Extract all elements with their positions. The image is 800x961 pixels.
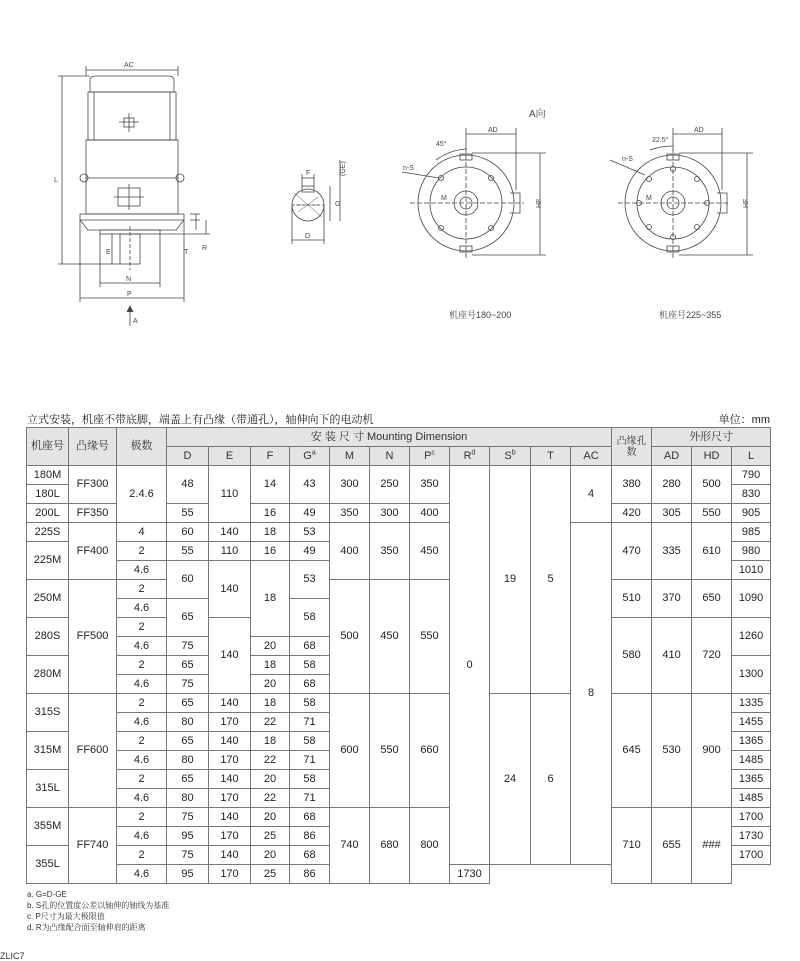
- cell-frame: 180L: [27, 485, 69, 504]
- cell-frame: 315M: [27, 732, 69, 770]
- cell-d: 80: [167, 789, 209, 808]
- side-view-motor: [58, 66, 210, 326]
- cell-t: 5: [531, 466, 571, 694]
- cell-f: 22: [251, 751, 290, 770]
- cell-l: 790: [732, 466, 771, 485]
- cell-n: 680: [370, 808, 410, 884]
- dim-label-r: R: [202, 245, 208, 252]
- cell-g: 71: [290, 713, 330, 732]
- cell-frame: 225M: [27, 542, 69, 580]
- header-g: $G^a$: [290, 447, 330, 466]
- cell-poles: 2.4.6: [117, 466, 167, 523]
- cell-e: 170: [209, 713, 251, 732]
- cell-f: 25: [251, 865, 290, 884]
- page-number: ZLIC7: [0, 951, 25, 961]
- footnote-c: c. P尺寸为最大极限值: [27, 912, 105, 921]
- cell-frame: 250M: [27, 580, 69, 618]
- cell-l: 1010: [732, 561, 771, 580]
- cell-frame: 200L: [27, 504, 69, 523]
- dim-label-n: N: [126, 276, 132, 283]
- cell-poles: 4.6: [117, 751, 167, 770]
- cell-flange: FF600: [69, 694, 117, 808]
- header-flange-holes: 凸缘孔数: [612, 428, 652, 466]
- cell-poles: 2: [117, 846, 167, 865]
- cell-g: 68: [290, 675, 330, 694]
- cell-f: 22: [251, 789, 290, 808]
- cell-l: 1730: [732, 827, 771, 846]
- end-view-large-frame: [610, 128, 753, 258]
- table-row: [27, 694, 771, 713]
- cell-r: 0: [450, 466, 490, 865]
- cell-l: 1485: [732, 751, 771, 770]
- table-heading: 立式安装，机座不带底脚，端盖上有凸缘（带通孔），轴伸向下的电动机: [27, 414, 374, 426]
- dim-label-hf-small: HF: [536, 198, 543, 208]
- cell-g: 49: [290, 542, 330, 561]
- cell-n: 350: [370, 523, 410, 580]
- cell-p: 660: [410, 694, 450, 808]
- cell-f: 22: [251, 713, 290, 732]
- header-n: N: [370, 447, 410, 466]
- cell-poles: 2: [117, 580, 167, 599]
- cell-e: 170: [209, 751, 251, 770]
- cell-g: 86: [290, 865, 330, 884]
- table-row: [27, 523, 771, 542]
- cell-l: 1300: [732, 656, 771, 694]
- cell-e: 140: [209, 561, 251, 618]
- dim-label-p: P: [127, 291, 132, 298]
- caption-large-frame: 机座号225~355: [659, 310, 722, 320]
- cell-d: 60: [167, 523, 209, 542]
- cell-n: 250: [370, 466, 410, 504]
- angle-label-45: 45°: [436, 141, 447, 148]
- header-outline-dimension: 外形尺寸: [652, 428, 771, 447]
- cell-poles: 4.6: [117, 827, 167, 846]
- cell-n: 450: [370, 580, 410, 694]
- cell-g: 58: [290, 694, 330, 713]
- cell-frame: 280S: [27, 618, 69, 656]
- dim-label-f: F: [306, 170, 311, 177]
- footnote-b: b. S孔的位置度公差以轴伸的轴线为基准: [27, 901, 170, 910]
- cell-ac: 420: [612, 504, 652, 523]
- cell-m: 600: [330, 694, 370, 808]
- dim-label-hf-large: HF: [743, 198, 750, 208]
- cell-ad: 655: [652, 808, 692, 884]
- cell-g: 58: [290, 732, 330, 751]
- dim-label-ns-small: n-S: [403, 165, 414, 172]
- cell-e: 140: [209, 846, 251, 865]
- cell-f: 20: [251, 770, 290, 789]
- dim-label-g: G: [335, 201, 341, 208]
- cell-e: 170: [209, 827, 251, 846]
- cell-e: 110: [209, 542, 251, 561]
- cell-poles: 4.6: [117, 561, 167, 580]
- cell-ac: 470: [612, 523, 652, 580]
- header-flange: 凸缘号: [69, 428, 117, 466]
- cell-ac: 380: [612, 466, 652, 504]
- cell-d: 75: [167, 808, 209, 827]
- cell-l: 1700: [732, 808, 771, 827]
- cell-p: 550: [410, 580, 450, 694]
- cell-hd: 650: [692, 580, 732, 618]
- cell-g: 58: [290, 656, 330, 675]
- cell-ad: 335: [652, 523, 692, 580]
- cell-s: 24: [490, 694, 531, 865]
- cell-f: 18: [251, 732, 290, 751]
- cell-d: 65: [167, 770, 209, 789]
- cell-hd: 500: [692, 466, 732, 504]
- cell-f: 18: [251, 523, 290, 542]
- cell-g: 58: [290, 770, 330, 789]
- cell-s: 19: [490, 466, 531, 694]
- cell-frame: 355M: [27, 808, 69, 846]
- cell-poles: 4.6: [117, 865, 167, 884]
- cell-e: 170: [209, 865, 251, 884]
- cell-ac: 710: [612, 808, 652, 884]
- angle-label-225: 22.5°: [652, 137, 669, 144]
- cell-d: 95: [167, 827, 209, 846]
- dim-label-ge: (GE): [340, 161, 347, 176]
- cell-e: 110: [209, 466, 251, 523]
- dim-label-t: T: [184, 249, 189, 256]
- cell-e: 140: [209, 523, 251, 542]
- cell-ac: 645: [612, 694, 652, 808]
- cell-ad: 305: [652, 504, 692, 523]
- cell-g: 58: [290, 599, 330, 637]
- cell-poles: 4.6: [117, 789, 167, 808]
- dimension-table: [26, 427, 771, 884]
- dim-label-e: E: [106, 249, 111, 256]
- cell-p: 400: [410, 504, 450, 523]
- cell-d: 65: [167, 656, 209, 675]
- cell-ac: 580: [612, 618, 652, 694]
- cell-g: 71: [290, 751, 330, 770]
- cell-l: 1365: [732, 732, 771, 751]
- cell-g: 43: [290, 466, 330, 504]
- cell-poles: 2: [117, 808, 167, 827]
- view-a-label: A向: [529, 109, 546, 120]
- cell-e: 140: [209, 732, 251, 751]
- cell-e: 140: [209, 770, 251, 789]
- footnote-a: a. G=D-GE: [27, 890, 67, 899]
- header-p: $P^c$: [410, 447, 450, 466]
- cell-flange: FF300: [69, 466, 117, 504]
- end-view-small-frame: [402, 128, 546, 258]
- dim-label-ac: AC: [124, 62, 134, 69]
- cell-f: 16: [251, 542, 290, 561]
- table-header-row-1: [27, 428, 771, 447]
- header-s: $S^b$: [490, 447, 531, 466]
- cell-m: 350: [330, 504, 370, 523]
- cell-l: 1365: [732, 770, 771, 789]
- technical-drawing: [0, 0, 800, 400]
- cell-e: 170: [209, 789, 251, 808]
- cell-d: 80: [167, 751, 209, 770]
- cell-g: 53: [290, 561, 330, 599]
- dim-label-d: D: [305, 233, 311, 240]
- header-hd: HD: [692, 447, 732, 466]
- cell-frame: 180M: [27, 466, 69, 485]
- cell-hd: 900: [692, 694, 732, 808]
- cell-g: 68: [290, 637, 330, 656]
- cell-p: 350: [410, 466, 450, 504]
- cell-hd: 720: [692, 618, 732, 694]
- cell-poles: 2: [117, 770, 167, 789]
- table-row: [27, 580, 771, 599]
- cell-hd: ###: [692, 808, 732, 884]
- cell-f: 14: [251, 466, 290, 504]
- dim-label-ns-large: n-S: [622, 156, 633, 163]
- cell-l: 1090: [732, 580, 771, 618]
- cell-n: 300: [370, 504, 410, 523]
- cell-f: 25: [251, 827, 290, 846]
- cell-f: 18: [251, 694, 290, 713]
- cell-g: 68: [290, 808, 330, 827]
- cell-d: 65: [167, 599, 209, 637]
- cell-e: 140: [209, 808, 251, 827]
- cell-d: 55: [167, 504, 209, 523]
- unit-label: 单位：mm: [718, 414, 770, 426]
- cell-poles: 2: [117, 618, 167, 637]
- cell-f: 18: [251, 656, 290, 675]
- header-r: $R^d$: [450, 447, 490, 466]
- cell-ad: 280: [652, 466, 692, 504]
- cell-l: 1730: [450, 865, 490, 884]
- cell-l: 1260: [732, 618, 771, 656]
- cell-p: 450: [410, 523, 450, 580]
- cell-hd: 550: [692, 504, 732, 523]
- caption-small-frame: 机座号180~200: [449, 310, 512, 320]
- cell-holes: 4: [571, 466, 612, 523]
- cell-poles: 2: [117, 694, 167, 713]
- cell-hd: 610: [692, 523, 732, 580]
- cell-f: 20: [251, 637, 290, 656]
- cell-poles: 4.6: [117, 675, 167, 694]
- cell-g: 86: [290, 827, 330, 846]
- cell-poles: 2: [117, 656, 167, 675]
- view-arrow-label-a: A: [133, 318, 138, 325]
- header-frame: 机座号: [27, 428, 69, 466]
- cell-ad: 410: [652, 618, 692, 694]
- cell-l: 830: [732, 485, 771, 504]
- cell-d: 95: [167, 865, 209, 884]
- cell-d: 75: [167, 675, 209, 694]
- cell-poles: 2: [117, 542, 167, 561]
- cell-l: 1335: [732, 694, 771, 713]
- cell-f: 20: [251, 846, 290, 865]
- cell-e: 140: [209, 694, 251, 713]
- dim-label-ad-small: AD: [488, 127, 498, 134]
- cell-frame: 315L: [27, 770, 69, 808]
- footnote-d: d. R为凸缘配合面至轴伸肩的距离: [27, 923, 146, 932]
- header-f: F: [251, 447, 290, 466]
- cell-d: 65: [167, 694, 209, 713]
- cell-d: 80: [167, 713, 209, 732]
- header-mounting-dimension: 安 装 尺 寸 Mounting Dimension: [167, 428, 612, 447]
- dim-label-l: L: [54, 177, 58, 184]
- header-e: E: [209, 447, 251, 466]
- header-l: L: [732, 447, 771, 466]
- cell-flange: FF740: [69, 808, 117, 884]
- cell-l: 1485: [732, 789, 771, 808]
- cell-ad: 370: [652, 580, 692, 618]
- cell-poles: 4.6: [117, 713, 167, 732]
- cell-l: 1700: [732, 846, 771, 865]
- header-ad: AD: [652, 447, 692, 466]
- cell-f: 18: [251, 561, 290, 637]
- cell-d: 65: [167, 732, 209, 751]
- cell-f: 16: [251, 504, 290, 523]
- cell-ad: 530: [652, 694, 692, 808]
- header-d: D: [167, 447, 209, 466]
- cell-frame: 225S: [27, 523, 69, 542]
- cell-d: 75: [167, 637, 209, 656]
- cell-p: 800: [410, 808, 450, 884]
- dim-label-m-large: M: [646, 195, 652, 202]
- footnotes: [27, 889, 169, 933]
- cell-e: 140: [209, 618, 251, 694]
- header-m: M: [330, 447, 370, 466]
- cell-f: 20: [251, 808, 290, 827]
- cell-g: 49: [290, 504, 330, 523]
- header-ac: AC: [571, 447, 612, 466]
- cell-poles: 4.6: [117, 637, 167, 656]
- cell-l: 1455: [732, 713, 771, 732]
- table-row: [27, 466, 771, 485]
- cell-g: 71: [290, 789, 330, 808]
- cell-poles: 2: [117, 732, 167, 751]
- cell-l: 980: [732, 542, 771, 561]
- cell-poles: 4.6: [117, 599, 167, 618]
- cell-m: 500: [330, 580, 370, 694]
- cell-flange: FF350: [69, 504, 117, 523]
- cell-ac: 510: [612, 580, 652, 618]
- cell-frame: 355L: [27, 846, 69, 884]
- dim-label-ad-large: AD: [694, 127, 704, 134]
- cell-d: 75: [167, 846, 209, 865]
- shaft-section: [292, 160, 340, 244]
- cell-l: 905: [732, 504, 771, 523]
- dim-label-m-small: M: [441, 195, 447, 202]
- cell-holes: 8: [571, 523, 612, 865]
- cell-d: 48: [167, 466, 209, 504]
- cell-poles: 4: [117, 523, 167, 542]
- cell-m: 400: [330, 523, 370, 580]
- cell-l: 985: [732, 523, 771, 542]
- header-t: T: [531, 447, 571, 466]
- cell-f: 20: [251, 675, 290, 694]
- cell-t: 6: [531, 694, 571, 865]
- cell-n: 550: [370, 694, 410, 808]
- cell-frame: 280M: [27, 656, 69, 694]
- table-row: [27, 808, 771, 827]
- cell-d: 60: [167, 561, 209, 599]
- cell-m: 740: [330, 808, 370, 884]
- cell-d: 55: [167, 542, 209, 561]
- cell-m: 300: [330, 466, 370, 504]
- header-poles: 极数: [117, 428, 167, 466]
- cell-g: 53: [290, 523, 330, 542]
- cell-g: 68: [290, 846, 330, 865]
- cell-flange: FF400: [69, 523, 117, 580]
- cell-flange: FF500: [69, 580, 117, 694]
- cell-frame: 315S: [27, 694, 69, 732]
